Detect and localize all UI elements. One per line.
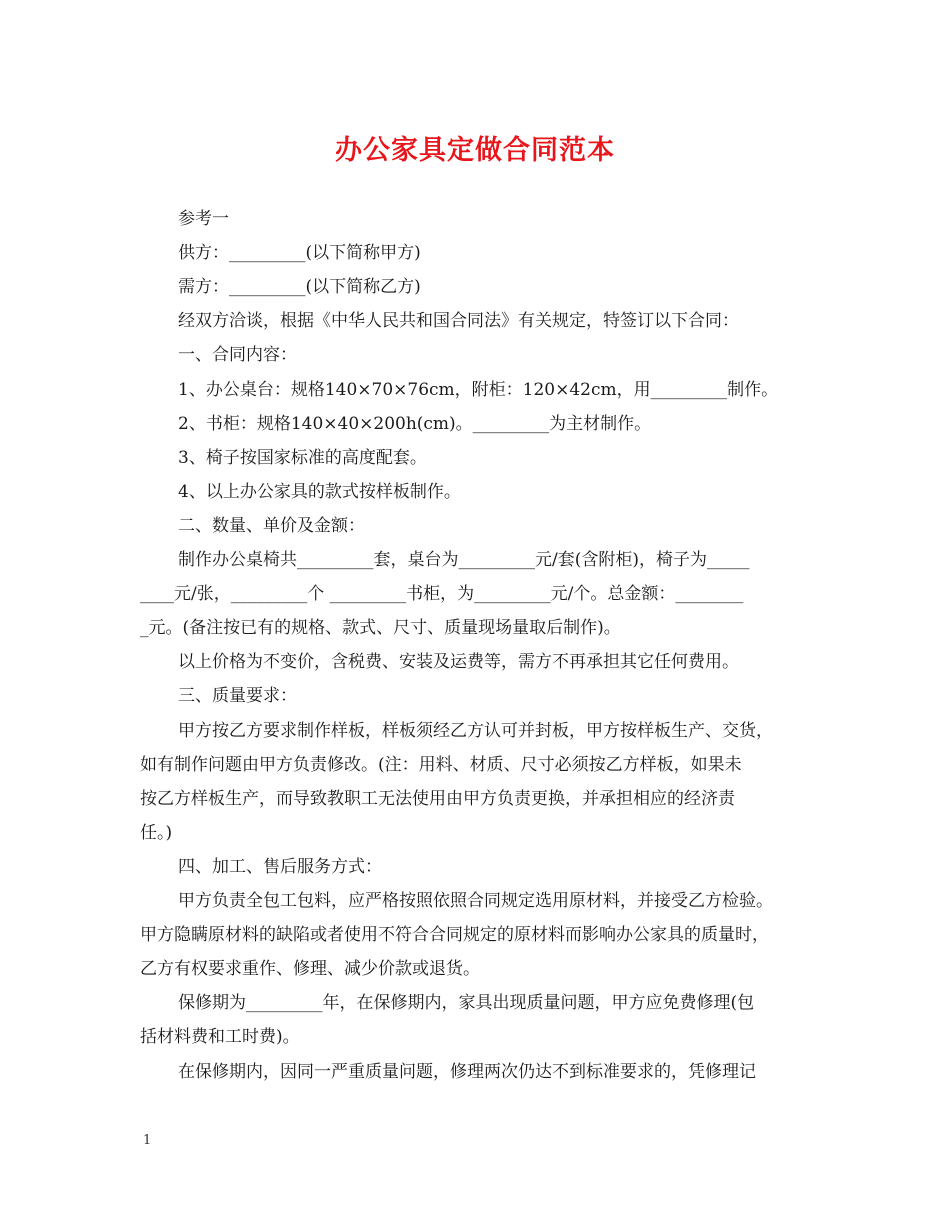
page-number: 1 <box>143 1133 152 1148</box>
paragraph-line: 制作办公桌椅共_________套，桌台为_________元/套(含附柜)，椅子为_____ <box>178 550 750 570</box>
paragraph-line: 甲方负责全包工包料，应严格按照依照合同规定选用原材料，并接受乙方检验。 <box>178 891 773 911</box>
paragraph-line: 三、质量要求： <box>178 686 297 706</box>
paragraph-line: 甲方按乙方要求制作样板，样板须经乙方认可并封板，甲方按样板生产、交货， <box>178 721 773 741</box>
paragraph-line: 4、以上办公家具的款式按样板制作。 <box>178 482 461 502</box>
paragraph-line: 1、办公桌台：规格140×70×76cm，附柜：120×42cm，用_________制作。 <box>178 380 779 400</box>
document-title: 办公家具定做合同范本 <box>335 135 615 166</box>
paragraph-continuation-line: 甲方隐瞒原材料的缺陷或者使用不符合合同规定的原材料而影响办公家具的质量时， <box>140 925 769 945</box>
paragraph-continuation-line: _元。(备注按已有的规格、款式、尺寸、质量现场量取后制作)。 <box>140 618 621 638</box>
paragraph-continuation-line: 按乙方样板生产，而导致教职工无法使用由甲方负责更换，并承担相应的经济责 <box>140 789 735 809</box>
paragraph-continuation-line: 括材料费和工时费)。 <box>140 1027 300 1047</box>
paragraph-continuation-line: ____元/张，_________个 _________书柜，为_________元/个。总金额：________ <box>140 584 744 604</box>
paragraph-line: 2、书柜：规格140×40×200h(cm)。_________为主材制作。 <box>178 414 652 434</box>
paragraph-line: 四、加工、售后服务方式： <box>178 857 382 877</box>
paragraph-continuation-line: 任。) <box>140 823 173 843</box>
paragraph-line: 需方：_________(以下简称乙方) <box>178 277 421 297</box>
paragraph-line: 保修期为_________年，在保修期内，家具出现质量问题，甲方应免费修理(包 <box>178 993 755 1013</box>
paragraph-line: 在保修期内，因同一严重质量问题，修理两次仍达不到标准要求的，凭修理记 <box>178 1062 756 1082</box>
paragraph-continuation-line: 乙方有权要求重作、修理、减少价款或退货。 <box>140 959 480 979</box>
paragraph-line: 一、合同内容： <box>178 345 297 365</box>
paragraph-line: 二、数量、单价及金额： <box>178 516 365 536</box>
paragraph-line: 参考一 <box>178 209 229 229</box>
paragraph-continuation-line: 如有制作问题由甲方负责修改。(注：用料、材质、尺寸必须按乙方样板，如果未 <box>140 755 742 775</box>
paragraph-line: 供方：_________(以下简称甲方) <box>178 243 421 263</box>
paragraph-line: 经双方洽谈，根据《中华人民共和国合同法》有关规定，特签订以下合同： <box>178 311 739 331</box>
paragraph-line: 3、椅子按国家标准的高度配套。 <box>178 448 427 468</box>
paragraph-line: 以上价格为不变价，含税费、安装及运费等，需方不再承担其它任何费用。 <box>178 652 739 672</box>
